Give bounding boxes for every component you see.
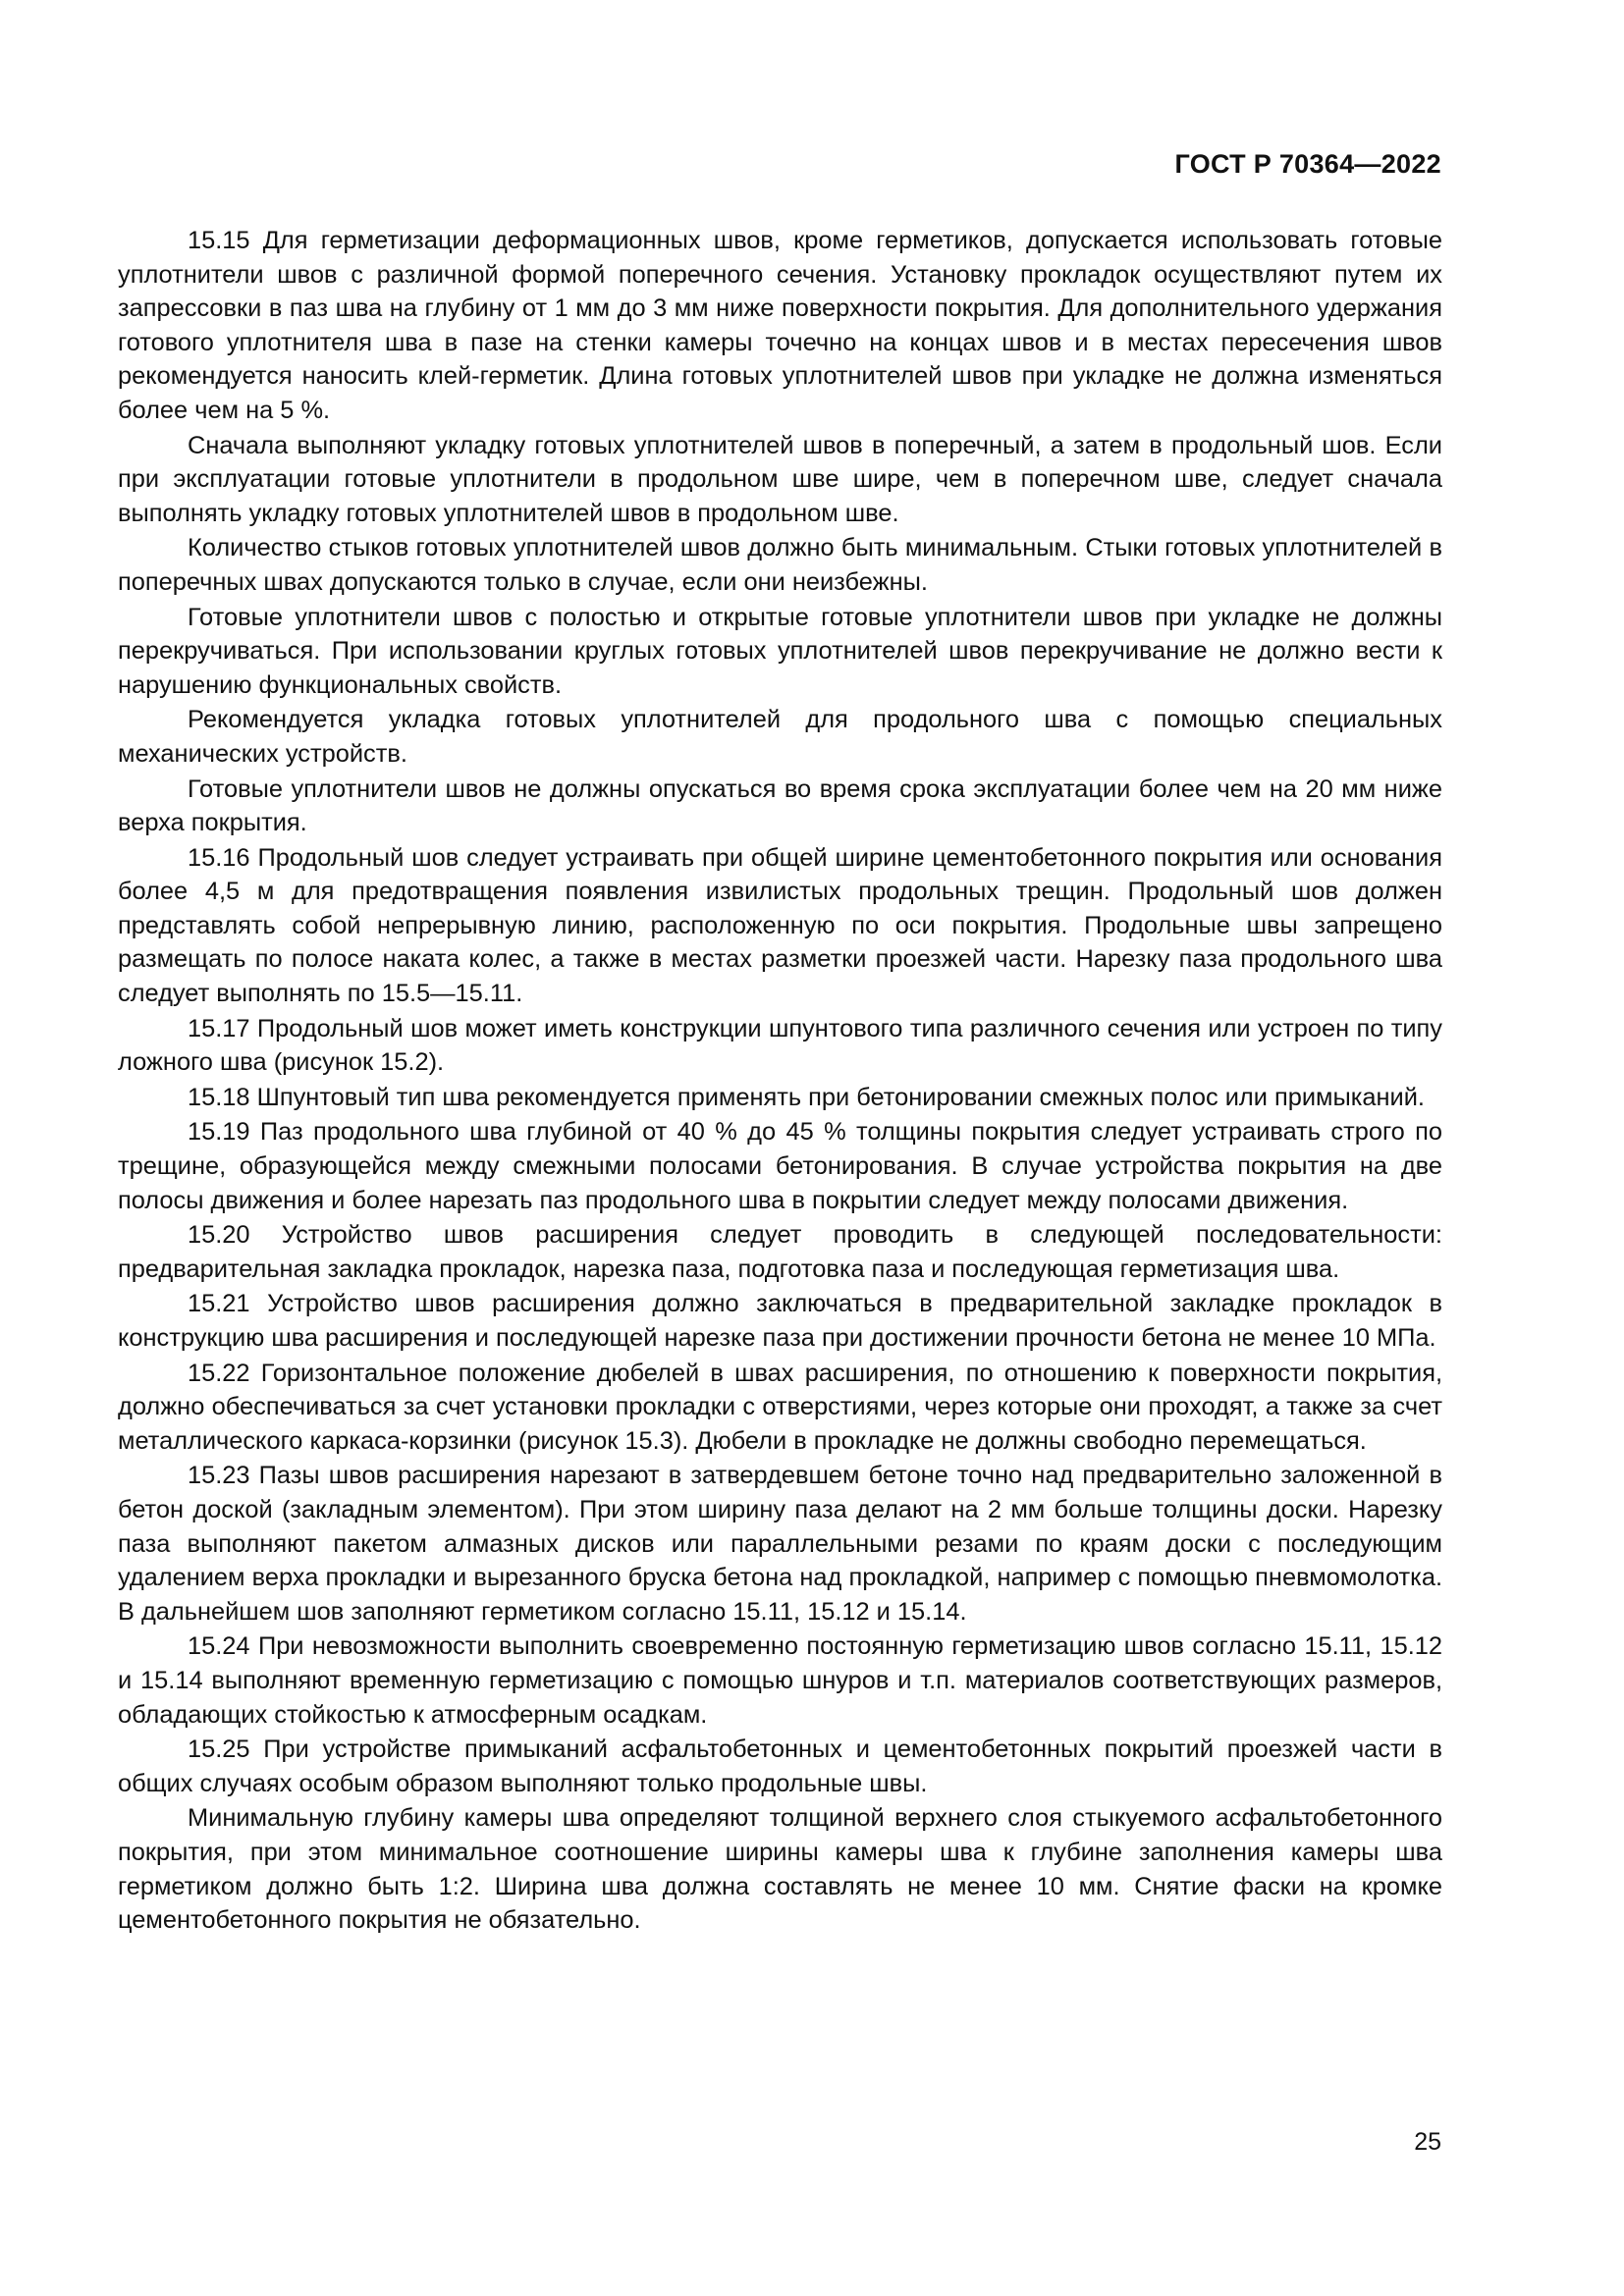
paragraph: Рекомендуется укладка готовых уплотнителей для продольного шва с помощью специальных механических устройств.	[118, 706, 1442, 768]
paragraph-15-15: 15.15 Для герметизации деформационных швов, кроме герметиков, допускается использовать готовые уплотнители швов с различной формой поперечного сечения. Установку прокладок осуществляют путем их запрессовки в паз шва на глубину от 1 мм до 3 мм ниже поверхности покрытия. Для дополнительного удержания готового уплотнителя шва в пазе на стенки камеры точечно на концах швов и в местах пересечения швов рекомендуется наносить клей-герметик. Длина готовых уплотнителей швов при укладке не должна изменяться более чем на 5 %.	[118, 227, 1442, 424]
paragraph-15-23: 15.23 Пазы швов расширения нарезают в затвердевшем бетоне точно над предварительно заложенной в бетон доской (закладным элементом). При этом ширину паза делают на 2 мм больше толщины доски. Нарезку паза выполняют пакетом алмазных дисков или параллельными резами по краям доски с последующим удалением верха прокладки и вырезанного бруска бетона над прокладкой, например с помощью пневмомолотка. В дальнейшем шов заполняют герметиком согласно 15.11, 15.12 и 15.14.	[118, 1462, 1442, 1626]
page-number: 25	[1414, 2128, 1441, 2156]
paragraph-15-22: 15.22 Горизонтальное положение дюбелей в швах расширения, по отношению к поверхности покрытия, должно обеспечиваться за счет установки прокладки с отверстиями, через которые они проходят, а также за счет металлического каркаса-корзинки (рисунок 15.3). Дюбели в прокладке не должны свободно перемещаться.	[118, 1359, 1442, 1455]
paragraph: Готовые уплотнители швов с полостью и открытые готовые уплотнители швов при укладке не должны перекручиваться. При использовании круглых готовых уплотнителей швов перекручивание не должно вести к нарушению функциональных свойств.	[118, 603, 1442, 699]
document-body	[118, 224, 1442, 1939]
paragraph: Готовые уплотнители швов не должны опускаться во время срока эксплуатации более чем на 20 мм ниже верха покрытия.	[118, 774, 1442, 837]
paragraph-15-20: 15.20 Устройство швов расширения следует проводить в следующей последовательности: предварительная закладка прокладок, нарезка паза, подготовка паза и последующая герметизация шва.	[118, 1221, 1442, 1283]
paragraph: Минимальную глубину камеры шва определяют толщиной верхнего слоя стыкуемого асфальтобетонного покрытия, при этом минимальное соотношение ширины камеры шва к глубине заполнения камеры шва герметиком должно быть 1:2. Ширина шва должна составлять не менее 10 мм. Снятие фаски на кромке цементобетонного покрытия не обязательно.	[118, 1804, 1442, 1935]
paragraph-15-17: 15.17 Продольный шов может иметь конструкции шпунтового типа различного сечения или устроен по типу ложного шва (рисунок 15.2).	[118, 1014, 1442, 1077]
paragraph-15-16: 15.16 Продольный шов следует устраивать при общей ширине цементобетонного покрытия или основания более 4,5 м для предотвращения появления извилистых продольных трещин. Продольный шов должен представлять собой непрерывную линию, расположенную по оси покрытия. Продольные швы запрещено размещать по полосе наката колес, а также в местах разметки проезжей части. Нарезку паза продольного шва следует выполнять по 15.5—15.11.	[118, 843, 1442, 1008]
paragraph: Сначала выполняют укладку готовых уплотнителей швов в поперечный, а затем в продольный шов. Если при эксплуатации готовые уплотнители в продольном шве шире, чем в поперечном шве, следует сначала выполнять укладку готовых уплотнителей швов в продольном шве.	[118, 431, 1442, 527]
paragraph-15-18: 15.18 Шпунтовый тип шва рекомендуется применять при бетонировании смежных полос или примыканий.	[188, 1083, 1425, 1111]
paragraph-15-24: 15.24 При невозможности выполнить своевременно постоянную герметизацию швов согласно 15.11, 15.12 и 15.14 выполняют временную герметизацию с помощью шнуров и т.п. материалов соответствующих размеров, обладающих стойкостью к атмосферным осадкам.	[118, 1632, 1442, 1729]
standard-code-header: ГОСТ Р 70364—2022	[1174, 149, 1441, 179]
paragraph: Количество стыков готовых уплотнителей швов должно быть минимальным. Стыки готовых уплотнителей в поперечных швах допускаются только в случае, если они неизбежны.	[118, 534, 1442, 596]
paragraph-15-21: 15.21 Устройство швов расширения должно заключаться в предварительной закладке прокладок в конструкцию шва расширения и последующей нарезке паза при достижении прочности бетона не менее 10 МПа.	[118, 1290, 1442, 1352]
paragraph-15-25: 15.25 При устройстве примыканий асфальтобетонных и цементобетонных покрытий проезжей части в общих случаях особым образом выполняют только продольные швы.	[118, 1735, 1442, 1797]
paragraph-15-19: 15.19 Паз продольного шва глубиной от 40 % до 45 % толщины покрытия следует устраивать строго по трещине, образующейся между смежными полосами бетонирования. В случае устройства покрытия на две полосы движения и более нарезать паз продольного шва в покрытии следует между полосами движения.	[118, 1118, 1442, 1214]
